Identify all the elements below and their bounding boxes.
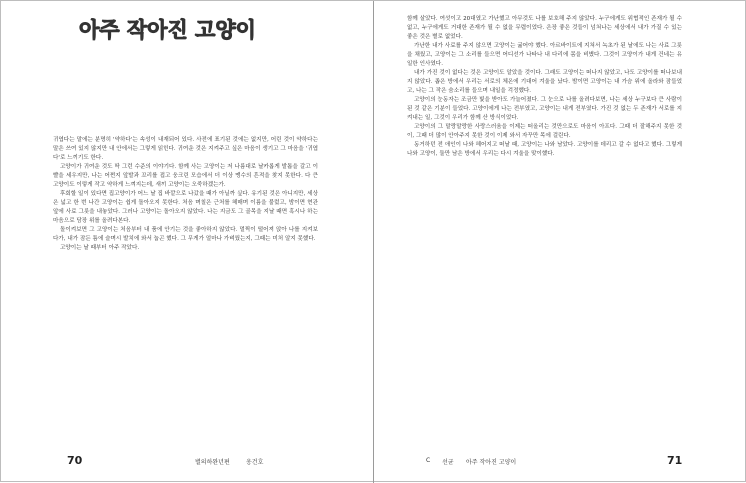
right-body-text [407, 15, 682, 159]
paragraph: 동거하던 전 애인이 나와 헤어지고 떠날 때, 고양이는 나와 남았다. 고양이를 데리고 갈 수 없다고 했다. 그렇게 나와 고양이, 둘만 남은 방에서 우리는 다시 겨울을 맞이했다. [407, 142, 682, 157]
paragraph: 후회할 일이 있다면 집고양이가 어느 날 집 바깥으로 나갔을 때가 아닐까 싶다. 유기된 것은 아니지만, 세상은 넓고 한 번 나간 고양이는 쉽게 돌아오지 못한다. 처음 며칠은 근처를 헤매며 이름을 불렀고, 밤이면 현관 앞에 사료 그릇을 내놓았다. 그러나 고양이는 돌아오지 않았다. 나는 지금도 그 골목을 지날 때면 혹시나 하는 마음으로 담장 위를 올려다본다. [53, 191, 318, 224]
footer-author: 선균 [442, 459, 454, 466]
paragraph: 고양이의 그 말랑말랑한 사랑스러움을 이제는 떠올리는 것만으로도 마음이 아프다. 그때 더 잘해주지 못한 것이, 그때 더 많이 안아주지 못한 것이 이제 와서 자꾸만 목에 걸린다. [407, 124, 682, 139]
paragraph: 고양이는 날 때부터 아주 작았다. [60, 245, 140, 251]
left-page [1, 1, 373, 483]
paragraph: 귀엽다는 말에는 분명히 '약하다'는 속성이 내재되어 있다. 사전에 표기된 것에는 없지만, 어린 것이 약하다는 말은 쓰여 있지 않지만 내 안에서는 그렇게 읽힌다. 귀여운 것은 지켜주고 싶은 마음이 생기고 그 마음을 '귀엽다'로 느끼기도 한다. [53, 137, 318, 161]
paragraph: 고양이의 눈동자는 조금만 빛을 받아도 가늘어졌다. 그 눈으로 나를 올려다보면, 나는 세상 누구보다 큰 사람이 된 것 같은 기분이 들었다. 고양이에게 나는 전부였고, 고양이는 내게 전부였다. 가진 것 없는 두 존재가 서로를 지켜내는 일, 그것이 우리가 함께 산 방식이었다. [407, 97, 682, 121]
right-page [374, 1, 746, 483]
paragraph: 가난한 내가 사료를 주지 않으면 고양이는 굶어야 했다. 아르바이트에 지쳐서 녹초가 된 날에도 나는 사료 그릇을 채웠고, 고양이는 그 소리를 들으면 어디선가 나타나 내 다리에 몸을 비볐다. 그것이 고양이가 내게 건네는 유일한 인사였다. [407, 43, 682, 67]
paragraph: 내가 가진 것이 없다는 것은 고양이도 알았을 것이다. 그래도 고양이는 떠나지 않았고, 나도 고양이를 떠나보내지 않았다. 좁은 방에서 우리는 서로의 체온에 기대어 겨울을 났다. 밤이면 고양이는 내 가슴 위에 올라와 잠들었고, 나는 그 작은 숨소리를 들으며 내일을 걱정했다. [407, 70, 682, 94]
footer-series: 별의하완년편 [195, 459, 230, 466]
footer-chapter: 아주 작아진 고양이 [466, 459, 517, 466]
footer-author: 옹건호 [246, 459, 264, 466]
page-number-left: 70 [67, 454, 83, 467]
paragraph: 돌이켜보면 그 고양이는 처음부터 내 품에 안기는 것을 좋아하지 않았다. 멀찍이 떨어져 앉아 나를 지켜보다가, 내가 잠든 틈에 슬며시 발치에 와서 눕곤 했다. 그 무게가 얼마나 가벼웠는지, 그때는 미처 알지 못했다. [53, 227, 318, 242]
paragraph: 함께 살았다. 여섯이고 20대였고 가난했고 아무것도 나를 보호해 주지 않았다. 누구에게도 위협적인 존재가 될 수 없고, 누구에게도 거대한 존재가 될 수 없을 무렵이었다. 은장 좋은 것들이 넘쳐나는 세상에서 내가 가질 수 있는 좋은 것은 별로 없었다. [407, 16, 682, 40]
page-number-right: 71 [667, 454, 683, 467]
chapter-title: 아주 작아진 고양이 [79, 18, 256, 42]
footer-mark: C [426, 457, 431, 464]
paragraph: 고양이가 귀여운 것도 딱 그런 수준의 이야기다. 함께 사는 고양이는 저 나름대로 날카롭게 발톱을 갈고 이빨을 세우지만, 나는 어쩐지 앞발과 꼬리를 접고 웅크린 모습에서 더 이상 맹수의 흔적을 찾지 못한다. 다 큰 고양이도 이렇게 작고 약하게 느껴지는데, 새끼 고양이는 오죽하겠는가. [53, 164, 318, 188]
left-body-text [53, 136, 318, 253]
